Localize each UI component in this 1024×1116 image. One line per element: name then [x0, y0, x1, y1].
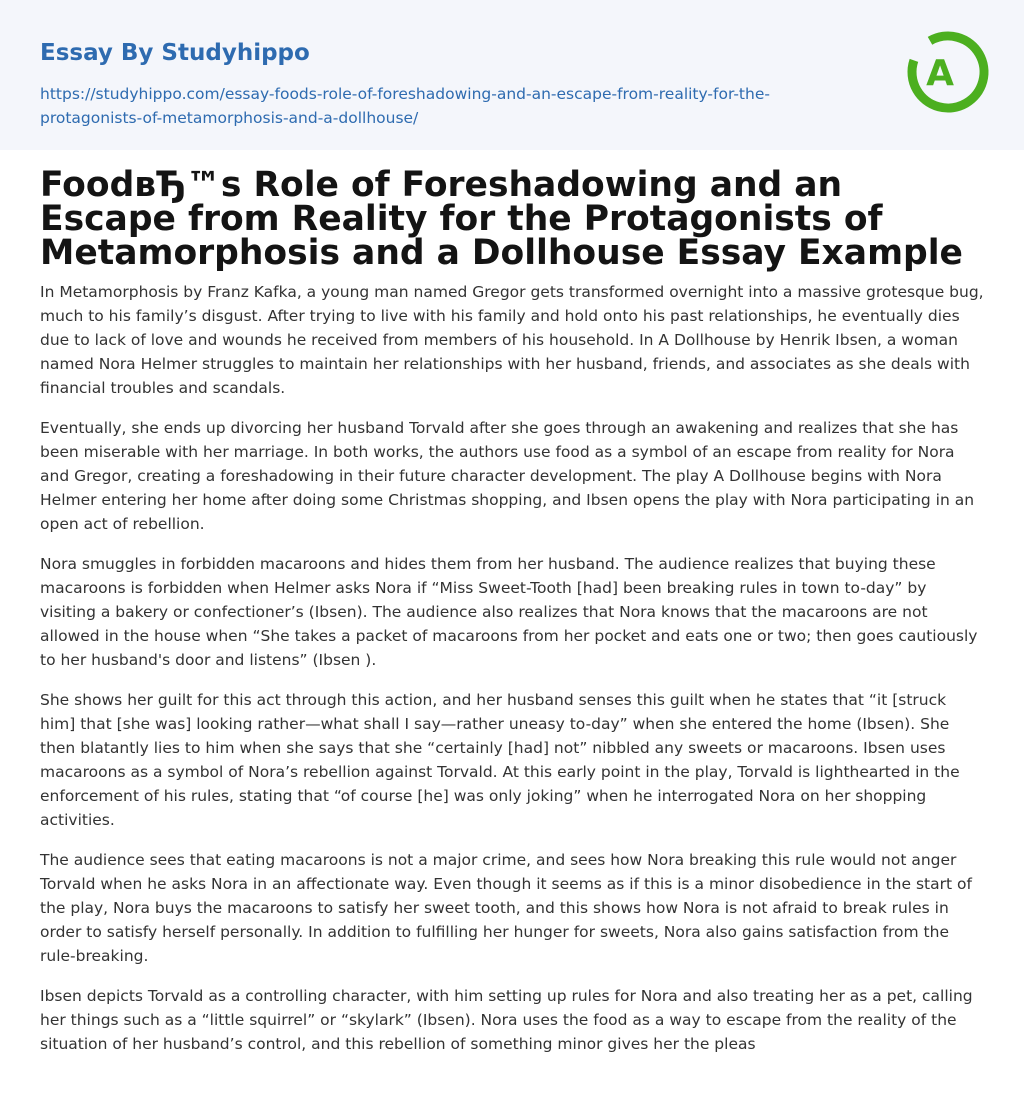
article-paragraph: The audience sees that eating macaroons is not a major crime, and sees how Nora breaking this rule would not anger Torvald when he asks Nora in an affectionate way. Even though it seems as if this is a minor disobedience in the start of the play, Nora buys the macaroons to satisfy her sweet tooth, and this shows how Nora is not afraid to break rules in order to satisfy herself personally. In addition to fulfilling her hunger for sweets, Nora also gains satisfaction from the rule-breaking. [40, 851, 972, 965]
logo-letter: A [926, 53, 954, 94]
article [40, 165, 986, 1072]
circle-a-logo-icon[interactable] [906, 28, 990, 116]
article-paragraph: Ibsen depicts Torvald as a controlling character, with him setting up rules for Nora and also treating her as a pet, calling her things such as a “little squirrel” or “skylark” (Ibsen). Nora uses the food as a way to escape from the reality of the situation of her husband’s control, and this rebellion of something minor gives her the pleas [40, 987, 973, 1053]
source-url-link[interactable]: https://studyhippo.com/essay-foods-role-of-foreshadowing-and-an-escape-from-reality-for-the-protagonists-of-metamorphosis-and-a-dollhouse/ [40, 85, 770, 127]
site-brand[interactable]: Essay By Studyhippo [40, 40, 310, 66]
article-title: FoodвЂ™s Role of Foreshadowing and an Escape from Reality for the Protagonists of Metamorphosis and a Dollhouse Essay Example [40, 165, 963, 273]
article-paragraph: Nora smuggles in forbidden macaroons and hides them from her husband. The audience realizes that buying these macaroons is forbidden when Helmer asks Nora if “Miss Sweet-Tooth [had] been breaking rules in town to-day” by visiting a bakery or confectioner’s (Ibsen). The audience also realizes that Nora knows that the macaroons are not allowed in the house when “She takes a packet of macaroons from her pocket and eats one or two; then goes cautiously to her husband's door and listens” (Ibsen ). [40, 555, 978, 669]
article-paragraph: She shows her guilt for this act through this action, and her husband senses this guilt when he states that “it [struck him] that [she was] looking rather—what shall I say—rather uneasy to-day” when she entered the home (Ibsen). She then blatantly lies to him when she says that she “certainly [had] not” nibbled any sweets or macaroons. Ibsen uses macaroons as a symbol of Nora’s rebellion against Torvald. At this early point in the play, Torvald is lighthearted in the enforcement of his rules, stating that “of course [he] was only joking” when he interrogated Nora on her shopping activities. [40, 691, 960, 829]
article-paragraph: In Metamorphosis by Franz Kafka, a young man named Gregor gets transformed overnight into a massive grotesque bug, much to his family’s disgust. After trying to live with his family and hold onto his past relationships, he eventually dies due to lack of love and wounds he received from members of his household. In A Dollhouse by Henrik Ibsen, a woman named Nora Helmer struggles to maintain her relationships with her husband, friends, and associates as she deals with financial troubles and scandals. [40, 283, 984, 397]
article-paragraph: Eventually, she ends up divorcing her husband Torvald after she goes through an awakening and realizes that she has been miserable with her marriage. In both works, the authors use food as a symbol of an escape from reality for Nora and Gregor, creating a foreshadowing in their future character development. The play A Dollhouse begins with Nora Helmer entering her home after doing some Christmas shopping, and Ibsen opens the play with Nora participating in an open act of rebellion. [40, 419, 975, 533]
site-header [0, 0, 1024, 150]
